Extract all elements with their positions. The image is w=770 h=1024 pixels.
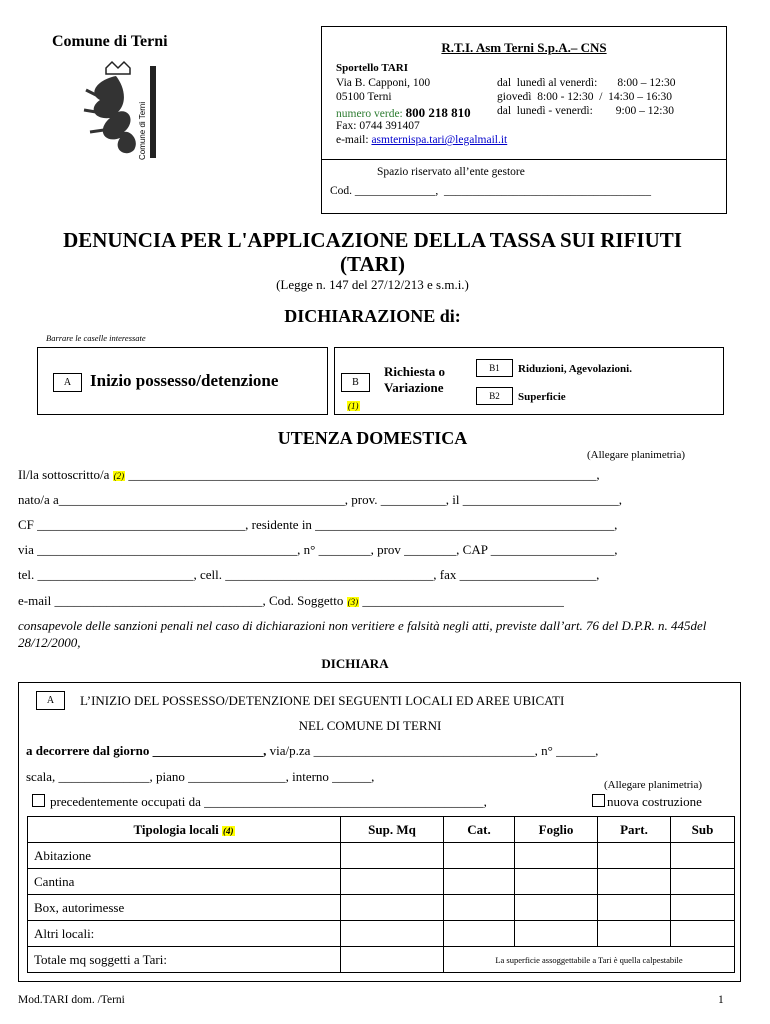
option-b2-label: Superficie <box>518 391 566 403</box>
document-title: DENUNCIA PER L'APPLICAZIONE DELLA TASSA SUI RIFIUTI <box>63 228 682 252</box>
address-cap: 05100 Terni <box>336 91 392 103</box>
tel-field[interactable]: tel. ________________________, cell. ________________________________, fax _____________________, <box>18 567 600 582</box>
dichiarazione-heading: DICHIARAZIONE di: <box>284 306 461 326</box>
row-label: Cantina <box>28 869 341 895</box>
option-b-label-1: Richiesta o <box>384 364 446 379</box>
cell-cat[interactable] <box>444 869 515 895</box>
cell-cat[interactable] <box>444 843 515 869</box>
cell-sup[interactable] <box>341 921 444 947</box>
cell-foglio[interactable] <box>515 869 598 895</box>
cell-sup[interactable] <box>341 895 444 921</box>
precedentemente-checkbox[interactable] <box>32 794 45 807</box>
header-sup: Sup. Mq <box>341 817 444 843</box>
logo-caption: Comune di Terni <box>138 101 147 160</box>
locali-table <box>27 816 735 973</box>
header-divider <box>321 159 727 160</box>
cell-sup[interactable] <box>341 843 444 869</box>
option-b-note: (1) <box>348 401 359 411</box>
document-subtitle: (TARI) <box>340 252 405 276</box>
sportello-label: Sportello TARI <box>336 62 409 74</box>
table-row <box>28 869 735 895</box>
page-number: 1 <box>718 994 724 1006</box>
nuova-costruzione-checkbox[interactable] <box>592 794 605 807</box>
section-a-title-1: L’INIZIO DEL POSSESSO/DETENZIONE DEI SEGUENTI LOCALI ED AREE UBICATI <box>80 693 565 708</box>
header-cat: Cat. <box>444 817 515 843</box>
row-label: Box, autorimesse <box>28 895 341 921</box>
sottoscritto-field[interactable]: Il/la sottoscritto/a (2) ________________________________________________________________________, <box>18 467 600 482</box>
header-part: Part. <box>598 817 671 843</box>
nato-field[interactable]: nato/a a____________________________________________, prov. __________, il ________________________, <box>18 492 622 507</box>
email-link[interactable]: asmternispa.tari@legalmail.it <box>371 134 508 146</box>
spazio-riservato: Spazio riservato all’ente gestore <box>377 166 525 178</box>
option-b-checkbox[interactable]: B <box>341 373 370 392</box>
header-foglio: Foglio <box>515 817 598 843</box>
cell-sup[interactable] <box>341 869 444 895</box>
row-label: Altri locali: <box>28 921 341 947</box>
cell-sub[interactable] <box>671 921 735 947</box>
orari-2: giovedì 8:00 - 12:30 / 14:30 – 16:30 <box>497 91 673 103</box>
table-header-row <box>28 817 735 843</box>
table-row <box>28 843 735 869</box>
cell-foglio[interactable] <box>515 843 598 869</box>
option-a-label: Inizio possesso/detenzione <box>90 371 279 390</box>
option-a-checkbox[interactable]: A <box>53 373 82 392</box>
cell-sub[interactable] <box>671 895 735 921</box>
cell-sup-total[interactable] <box>341 947 444 973</box>
email-field[interactable]: e-mail ________________________________, Cod. Soggetto (3) _______________________________ <box>18 593 564 608</box>
cf-field[interactable]: CF ________________________________, residente in ______________________________________________, <box>18 517 618 532</box>
nuova-costruzione-field[interactable]: nuova costruzione <box>592 794 702 810</box>
row-label: Abitazione <box>28 843 341 869</box>
section-a-allegare: (Allegare planimetria) <box>604 779 703 791</box>
cell-part[interactable] <box>598 869 671 895</box>
address-via: Via B. Capponi, 100 <box>336 77 431 89</box>
table-row <box>28 895 735 921</box>
section-a-title-2: NEL COMUNE DI TERNI <box>298 718 442 733</box>
decorrere-field[interactable]: a decorrere dal giorno _________________, via/p.za __________________________________, n° ______, <box>26 743 599 758</box>
option-b1-checkbox[interactable]: B1 <box>476 359 513 377</box>
coat-of-arms-logo <box>76 60 166 165</box>
note-2: (2) <box>113 471 125 481</box>
header-sub: Sub <box>671 817 735 843</box>
note-4: (4) <box>223 825 234 836</box>
numero-verde: numero verde: 800 218 810 <box>336 105 471 120</box>
option-b1-label: Riduzioni, Agevolazioni. <box>518 363 632 375</box>
table-row-total <box>28 947 735 973</box>
dichiara-heading: DICHIARA <box>321 656 389 671</box>
table-row <box>28 921 735 947</box>
precedentemente-field[interactable]: precedentemente occupati da ___________________________________________, <box>32 794 487 810</box>
option-b-label-2: Variazione <box>384 380 444 395</box>
footer-model: Mod.TARI dom. /Terni <box>18 994 125 1006</box>
consapevole-text: consapevole delle sanzioni penali nel caso di dichiarazioni non veritiere e falsità negli atti, previste dall’art. 76 del D.P.R. n. 445del 28/12/2000, <box>18 618 707 650</box>
cod-field[interactable]: Cod. ______________, ____________________________________ <box>330 185 652 197</box>
cell-foglio[interactable] <box>515 921 598 947</box>
comune-title: Comune di Terni <box>52 33 168 50</box>
superficie-note: La superficie assoggettabile a Tari è quella calpestabile <box>444 947 735 973</box>
cell-cat[interactable] <box>444 895 515 921</box>
cell-foglio[interactable] <box>515 895 598 921</box>
fax: Fax: 0744 391407 <box>336 120 420 132</box>
email-row: e-mail: asmternispa.tari@legalmail.it <box>336 134 508 146</box>
utenza-heading: UTENZA DOMESTICA <box>277 428 468 448</box>
orari-3: dal lunedì - venerdì: 9:00 – 12:30 <box>497 105 674 117</box>
cell-part[interactable] <box>598 843 671 869</box>
cell-part[interactable] <box>598 895 671 921</box>
barrare-note: Barrare le caselle interessate <box>46 333 146 343</box>
option-b2-checkbox[interactable]: B2 <box>476 387 513 405</box>
scala-field[interactable]: scala, ______________, piano _______________, interno ______, <box>26 769 375 784</box>
note-3: (3) <box>347 597 359 607</box>
cell-sub[interactable] <box>671 869 735 895</box>
header-tipologia: Tipologia locali (4) <box>28 817 341 843</box>
orari-1: dal lunedì al venerdì: 8:00 – 12:30 <box>497 77 676 89</box>
row-label: Totale mq soggetti a Tari: <box>28 947 341 973</box>
cell-sub[interactable] <box>671 843 735 869</box>
rti-title: R.T.I. Asm Terni S.p.A.– CNS <box>441 40 607 55</box>
via-field[interactable]: via ________________________________________, n° ________, prov ________, CAP ___________________, <box>18 542 618 557</box>
allegare-planimetria: (Allegare planimetria) <box>587 449 686 461</box>
cell-part[interactable] <box>598 921 671 947</box>
legge-reference: (Legge n. 147 del 27/12/213 e s.m.i.) <box>276 277 469 292</box>
section-a-checkbox[interactable]: A <box>36 691 65 710</box>
cell-cat[interactable] <box>444 921 515 947</box>
